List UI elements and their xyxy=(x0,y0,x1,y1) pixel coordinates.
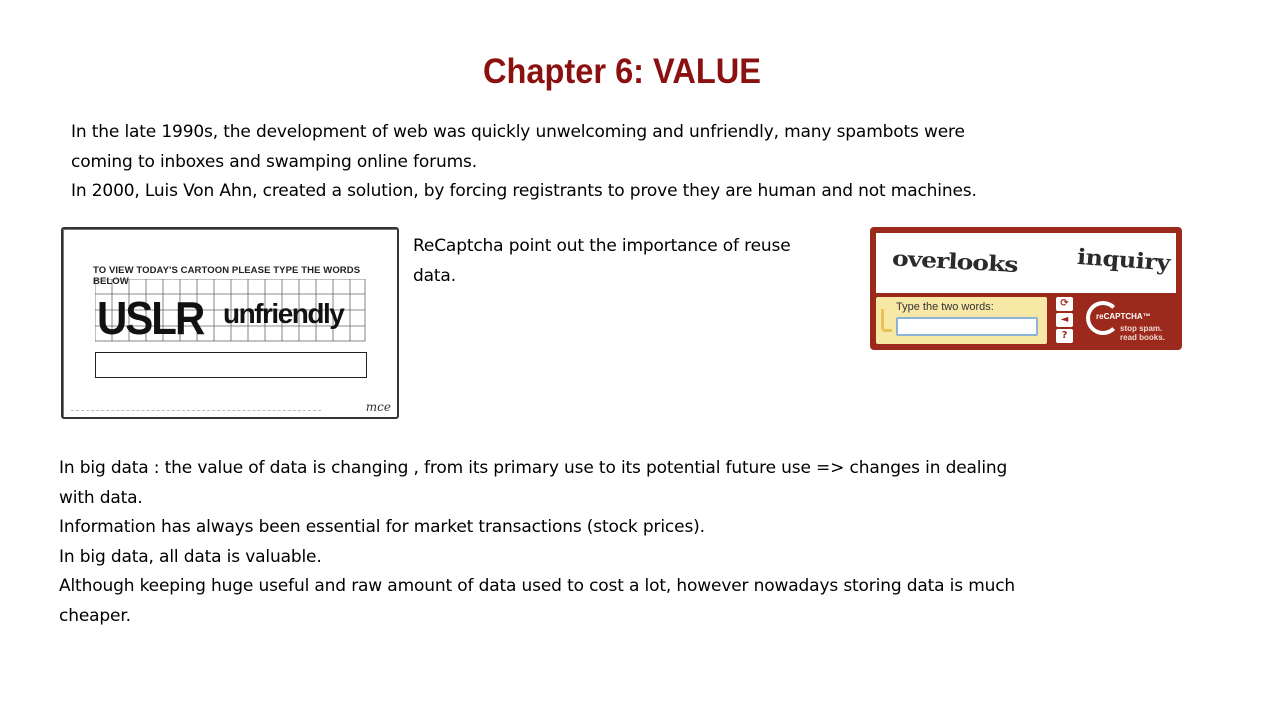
intro-line: In 2000, Luis Von Ahn, created a solution, by forcing registrants to prove they are human and not machines. xyxy=(71,181,977,201)
cartoon-answer-box xyxy=(95,352,367,378)
body-line: In big data : the value of data is changing , from its primary use to its potential future use => changes in dealing xyxy=(59,458,1008,478)
recaptcha-word-2: inquiry xyxy=(1076,243,1171,276)
captcha-word-1: USLR xyxy=(97,293,204,343)
intro-line: coming to inboxes and swamping online forums. xyxy=(71,151,477,172)
note-line: data. xyxy=(413,265,456,286)
captcha-grid-image xyxy=(95,279,367,343)
recaptcha-logo xyxy=(1084,299,1180,345)
audio-icon: ◄ xyxy=(1056,313,1073,327)
body-line: In big data, all data is valuable. xyxy=(59,546,322,567)
slide-title: Chapter 6: VALUE xyxy=(483,52,761,91)
body-line: cheaper. xyxy=(59,605,131,626)
recaptcha-words-panel xyxy=(876,233,1176,293)
refresh-icon: ⟳ xyxy=(1056,297,1073,311)
cartoon-divider xyxy=(71,410,321,413)
intro-paragraph xyxy=(71,118,977,207)
recaptcha-tagline-2: read books. xyxy=(1120,333,1165,342)
body-line: Information has always been essential for market transactions (stock prices). xyxy=(59,517,705,537)
recaptcha-entry-panel xyxy=(876,297,1047,344)
cartoon-signature: mce xyxy=(365,400,391,414)
captcha-word-2: unfriendly xyxy=(223,298,344,329)
body-paragraph xyxy=(59,454,1015,631)
recaptcha-brand: reCAPTCHA™ xyxy=(1096,312,1151,321)
cartoon-captcha-image xyxy=(61,227,399,419)
recaptcha-widget-image xyxy=(870,227,1182,350)
recaptcha-tagline xyxy=(1120,324,1165,342)
recaptcha-prompt: Type the two words: xyxy=(896,301,994,313)
recaptcha-input xyxy=(896,317,1038,336)
cartoon-caption: TO VIEW TODAY'S CARTOON PLEASE TYPE THE WORDS BELOW xyxy=(93,265,361,287)
recaptcha-buttons xyxy=(1056,297,1076,345)
recaptcha-note xyxy=(413,232,791,291)
recaptcha-tagline-1: stop spam. xyxy=(1120,324,1163,333)
intro-line: In the late 1990s, the development of web was quickly unwelcoming and unfriendly, many spambots were xyxy=(71,122,965,142)
body-line: Although keeping huge useful and raw amount of data used to cost a lot, however nowadays storing data is much xyxy=(59,576,1016,596)
body-line: with data. xyxy=(59,487,143,508)
note-line: ReCaptcha point out the importance of reuse xyxy=(413,236,791,256)
help-icon: ? xyxy=(1056,329,1073,343)
arrow-icon xyxy=(881,309,892,332)
recaptcha-word-1: overlooks xyxy=(891,245,1019,278)
